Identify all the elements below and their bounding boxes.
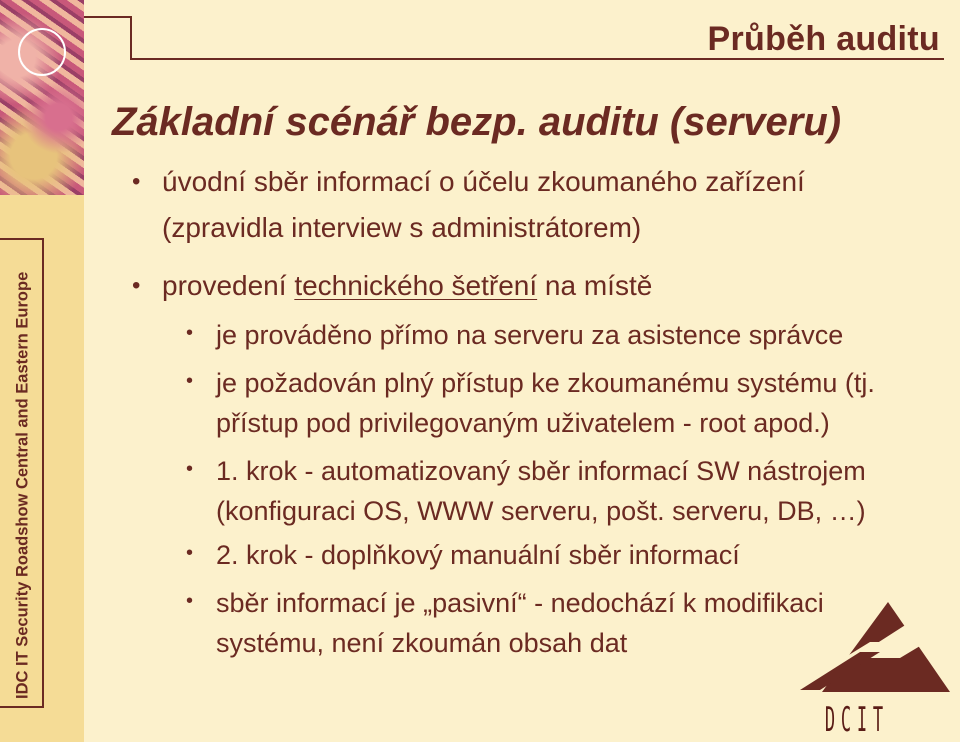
logo-letter: T <box>872 700 884 740</box>
sidebar-rule <box>42 238 44 708</box>
sidebar-vertical-text: IDC IT Security Roadshow Central and Eastern Europe <box>13 271 32 699</box>
page-title: Průběh auditu <box>707 20 940 58</box>
bullet-2 <box>162 264 652 308</box>
bullet-2-part-3: na místě <box>537 270 653 301</box>
subbullet-dot: • <box>186 542 194 564</box>
subbullet-3-line-1: 1. krok - automatizovaný sběr informací SW nástrojem <box>216 456 866 486</box>
subbullet-dot: • <box>186 590 194 612</box>
bullet-2-part-1: provedení <box>162 270 295 301</box>
subbullet-2-line-1: je požadován plný přístup ke zkoumanému systému (tj. <box>216 368 875 398</box>
bullet-1-line-1: úvodní sběr informací o účelu zkoumaného zařízení <box>162 166 805 197</box>
subbullet-4-line-1: 2. krok - doplňkový manuální sběr informací <box>216 540 740 570</box>
subbullet-5-line-2: systému, není zkoumán obsah dat <box>216 628 628 658</box>
bullet-dot: • <box>132 168 141 195</box>
subbullet-1-line-1: je prováděno přímo na serveru za asistence správce <box>216 320 844 350</box>
slide-heading: Základní scénář bezp. auditu (serveru) <box>112 100 842 144</box>
bullet-1-line-2: (zpravidla interview s administrátorem) <box>162 212 642 243</box>
logo-letters <box>822 700 886 740</box>
subbullet-dot: • <box>186 322 194 344</box>
sidebar-rule-bottom <box>0 706 44 708</box>
bullet-2-underlined: technického šetření <box>294 270 538 301</box>
logo-letter: D <box>824 700 836 740</box>
logo-letter: I <box>856 700 868 740</box>
subbullet-dot: • <box>186 370 194 392</box>
subbullet-dot: • <box>186 458 194 480</box>
subbullet-5-line-1: sběr informací je „pasivní“ - nedochází k modifikaci <box>216 588 824 618</box>
bullet-dot: • <box>132 272 141 299</box>
sidebar-rule-top <box>0 238 44 240</box>
keyboard-photo <box>0 0 84 195</box>
subbullet-3-line-2: (konfiguraci OS, WWW serveru, pošt. serveru, DB, …) <box>216 496 866 526</box>
magnifier-icon <box>18 28 66 76</box>
logo-letter: C <box>840 700 852 740</box>
subbullet-2-line-2: přístup pod privilegovaným uživatelem - root apod.) <box>216 408 830 438</box>
header-rule-cap <box>84 16 132 18</box>
